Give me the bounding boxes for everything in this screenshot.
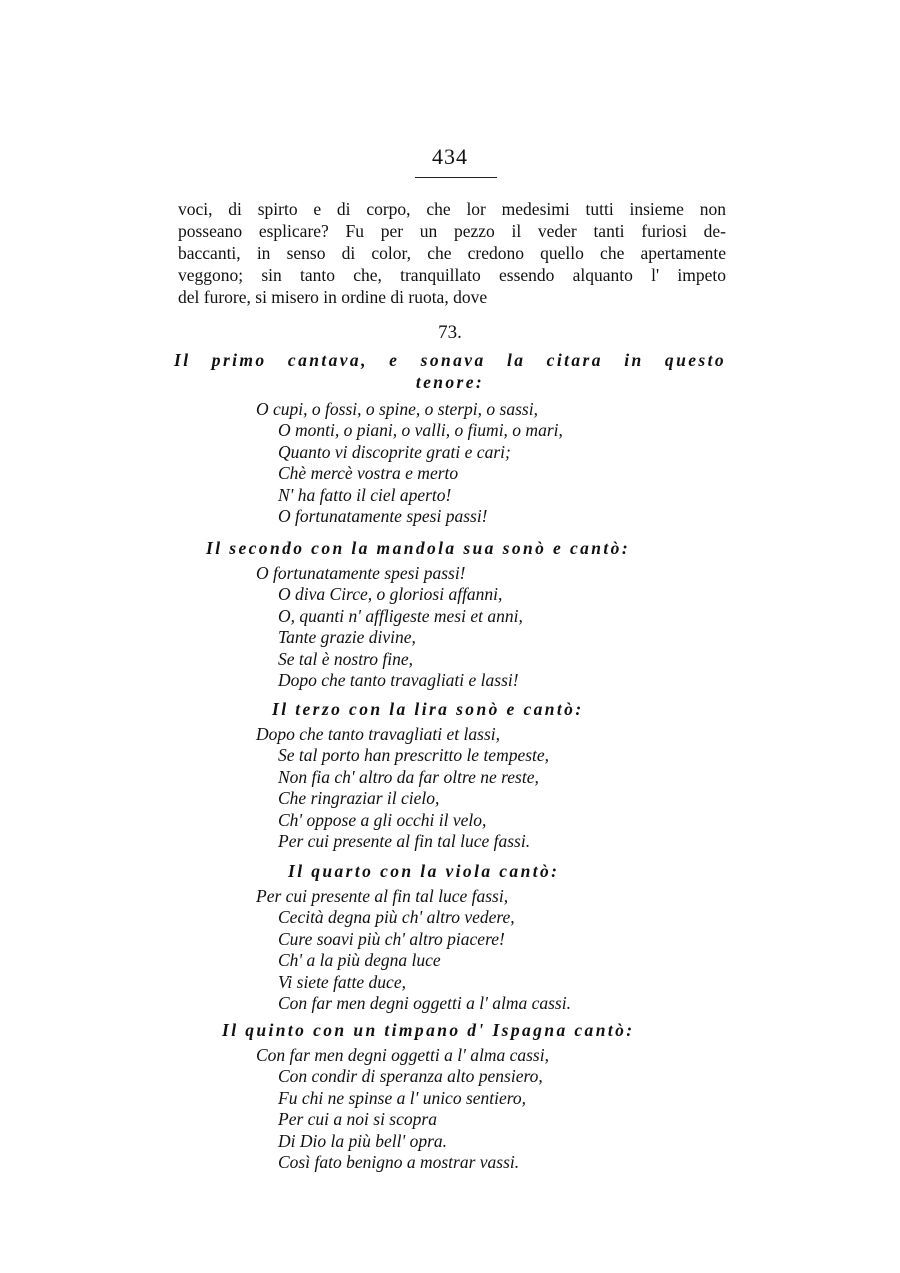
verse-line: Per cui presente al fin tal luce fassi. (278, 831, 531, 852)
prose-line: veggono; sin tanto che, tranquillato essendo alquanto l' impeto (178, 265, 726, 285)
stanza-second (256, 563, 523, 691)
prose-line: posseano esplicare? Fu per un pezzo il veder tanti furiosi de- (178, 221, 726, 241)
stanza-first (256, 399, 563, 527)
verse-line: Cecità degna più ch' altro vedere, (278, 907, 515, 928)
verse-line: Per cui presente al fin tal luce fassi, (256, 886, 509, 906)
prose-line: voci, di spirto e di corpo, che lor medesimi tutti insieme non (178, 199, 726, 219)
header-rule (415, 177, 497, 178)
prose-line: baccanti, in senso di color, che credono quello che apertamente (178, 243, 726, 263)
verse-line: O diva Circe, o gloriosi affanni, (278, 584, 503, 605)
verse-line: O fortunatamente spesi passi! (278, 506, 488, 527)
verse-line: Se tal è nostro fine, (278, 648, 413, 669)
verse-line: Fu chi ne spinse a l' unico sentiero, (278, 1087, 527, 1108)
verse-line: Ch' oppose a gli occhi il velo, (278, 809, 487, 830)
verse-line: Dopo che tanto travagliati e lassi! (278, 670, 519, 691)
rubric-fourth-singer: Il quarto con la viola cantò: (288, 861, 560, 881)
verse-line: Per cui a noi si scopra (278, 1109, 437, 1130)
rubric-fifth-singer: Il quinto con un timpano d' Ispagna cantò: (222, 1020, 635, 1040)
rubric-second-singer: Il secondo con la mandola sua sonò e cantò: (206, 538, 631, 558)
rubric-third-singer: Il terzo con la lira sonò e cantò: (272, 699, 584, 719)
rubric-first-singer-continued: tenore: (415, 372, 485, 392)
verse-line: Con far men degni oggetti a l' alma cassi. (278, 993, 571, 1014)
page-number: 434 (432, 144, 468, 169)
verse-line: Con far men degni oggetti a l' alma cassi, (256, 1045, 549, 1065)
verse-line: Dopo che tanto travagliati et lassi, (256, 724, 501, 744)
verse-line: Di Dio la più bell' opra. (278, 1130, 448, 1151)
verse-line: Cure soavi più ch' altro piacere! (278, 928, 505, 949)
verse-line: O, quanti n' affligeste mesi et anni, (278, 605, 523, 626)
verse-line: Con condir di speranza alto pensiero, (278, 1066, 543, 1087)
verse-line: Vi siete fatte duce, (278, 971, 406, 992)
verse-line: Quanto vi discoprite grati e cari; (278, 441, 511, 462)
verse-line: Tante grazie divine, (278, 627, 416, 648)
verse-line: O fortunatamente spesi passi! (256, 563, 466, 583)
verse-line: O cupi, o fossi, o spine, o sterpi, o sassi, (256, 399, 538, 419)
stanza-fourth (256, 886, 571, 1014)
verse-line: Che ringraziar il cielo, (278, 788, 440, 809)
verse-line: Chè mercè vostra e merto (278, 463, 459, 484)
section-number: 73. (438, 322, 462, 343)
prose-line: del furore, si misero in ordine di ruota, dove (178, 287, 488, 307)
rubric-first-singer: Il primo cantava, e sonava la citara in questo (174, 350, 726, 370)
verse-line: Se tal porto han prescritto le tempeste, (278, 745, 550, 766)
verse-line: Ch' a la più degna luce (278, 950, 441, 971)
verse-line: O monti, o piani, o valli, o fiumi, o mari, (278, 420, 563, 441)
prose-paragraph (178, 198, 726, 308)
stanza-third (256, 724, 549, 852)
verse-line: Così fato benigno a mostrar vassi. (278, 1152, 520, 1173)
verse-line: N' ha fatto il ciel aperto! (278, 484, 452, 505)
stanza-fifth (256, 1045, 549, 1173)
verse-line: Non fia ch' altro da far oltre ne reste, (278, 766, 539, 787)
